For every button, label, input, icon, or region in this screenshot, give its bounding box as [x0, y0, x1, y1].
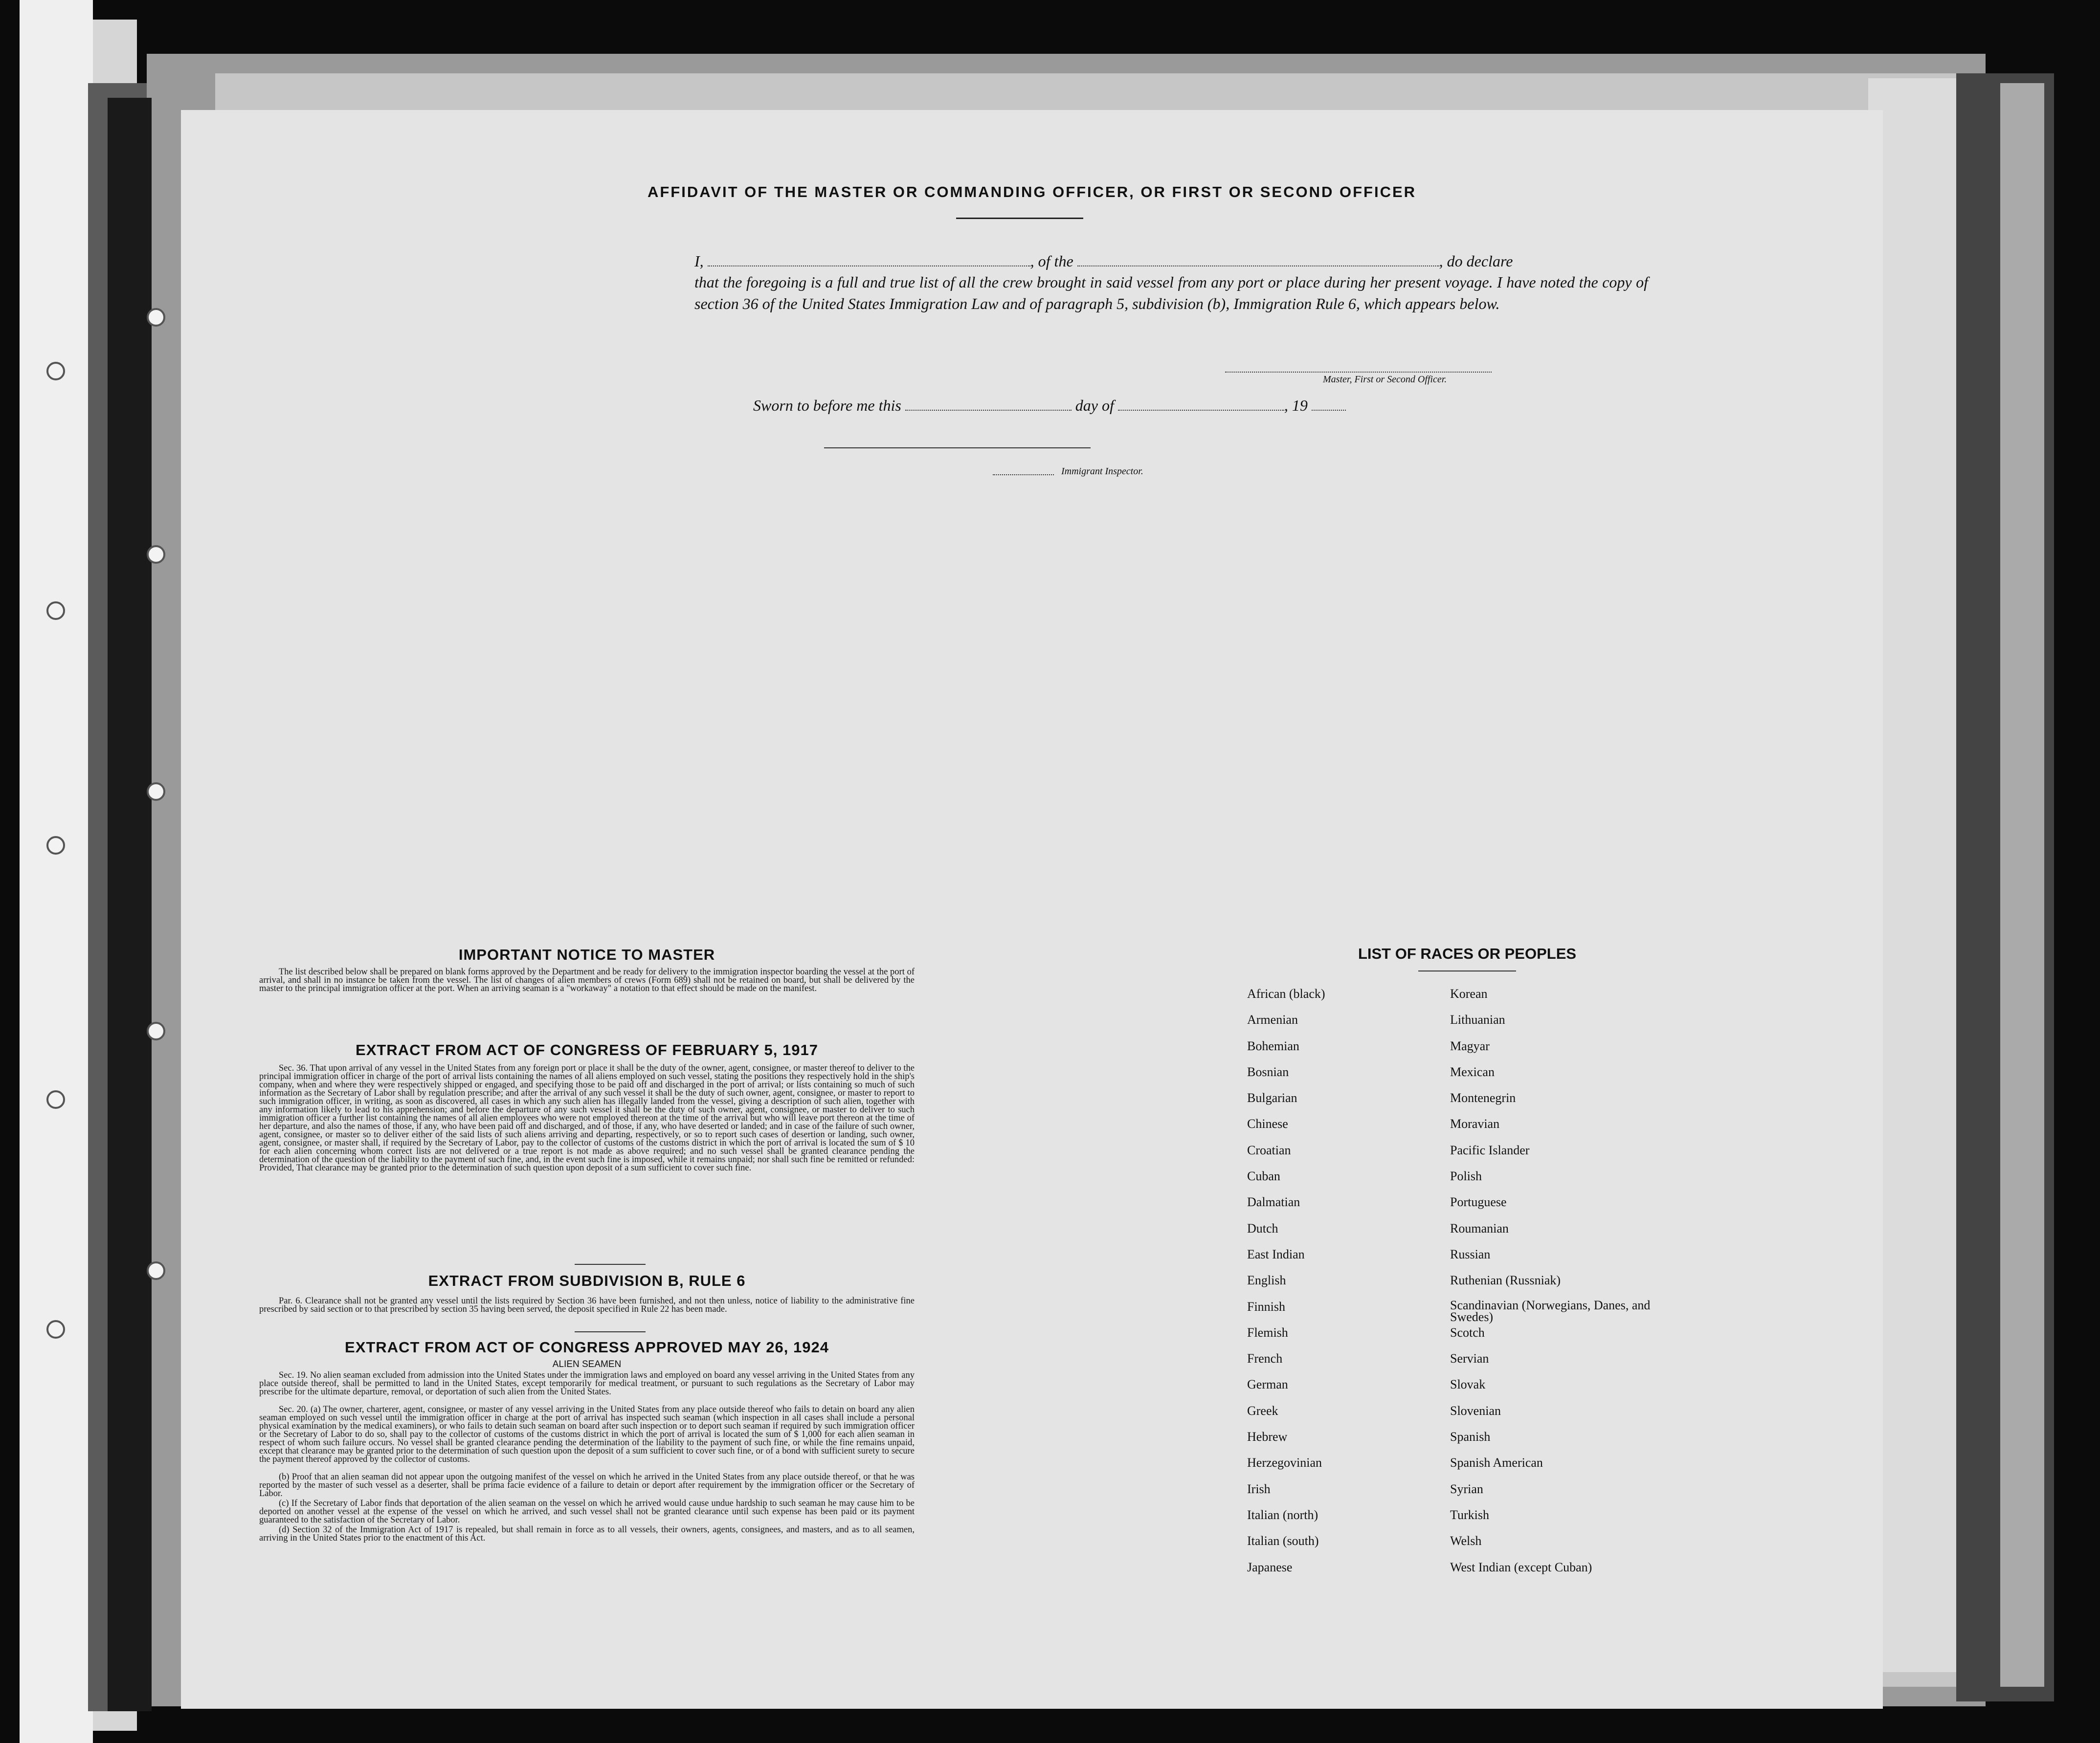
race-item: Bohemian — [1247, 1038, 1299, 1053]
race-item: Moravian — [1450, 1117, 1500, 1131]
race-item: Roumanian — [1450, 1221, 1509, 1236]
binder-hole — [46, 836, 65, 855]
race-item: Ruthenian (Russniak) — [1450, 1273, 1561, 1288]
extract-1924-subtitle: ALIEN SEAMEN — [552, 1359, 622, 1369]
extract-rule6-title: EXTRACT FROM SUBDIVISION B, RULE 6 — [428, 1272, 746, 1289]
race-item: Irish — [1247, 1481, 1271, 1496]
race-item: Hebrew — [1247, 1430, 1288, 1444]
races-right-column — [1450, 987, 1655, 1586]
binder-hole — [147, 1261, 165, 1280]
race-item: Turkish — [1450, 1507, 1489, 1522]
sworn-day-of: day of — [1075, 397, 1114, 414]
inspector-signature-line[interactable] — [824, 447, 1091, 448]
section-rule — [575, 1331, 646, 1332]
race-item: Mexican — [1450, 1064, 1495, 1079]
race-item: Bosnian — [1247, 1064, 1289, 1079]
race-item: Italian (south) — [1247, 1534, 1319, 1548]
race-item: Spanish — [1450, 1430, 1491, 1444]
race-item: Armenian — [1247, 1013, 1298, 1027]
notice-title: IMPORTANT NOTICE TO MASTER — [458, 946, 715, 963]
race-item: Russian — [1450, 1247, 1491, 1261]
sworn-day-blank[interactable] — [905, 400, 1072, 411]
race-item: Chinese — [1247, 1117, 1288, 1131]
sworn-year: , 19 — [1284, 397, 1308, 414]
affidavit-declare: , do declare — [1439, 252, 1513, 270]
race-item: English — [1247, 1273, 1286, 1288]
race-item: Dutch — [1247, 1221, 1278, 1236]
affidavit-title: AFFIDAVIT OF THE MASTER OR COMMANDING OFFICER, OR FIRST OR SECOND OFFICER — [647, 183, 1417, 200]
race-item: Pacific Islander — [1450, 1143, 1530, 1157]
binder-hole — [147, 545, 165, 564]
race-item: Welsh — [1450, 1534, 1482, 1548]
background-sheet-left — [20, 0, 93, 1743]
race-item: Lithuanian — [1450, 1013, 1505, 1027]
affidavit-of-the: , of the — [1030, 252, 1073, 270]
extract-rule6-body: Par. 6. Clearance shall not be granted any vessel until the lists required by Section 36 have been furnished, and not then unless, notice of liability to the administrative fine prescribed by said section or to that prescribed by section 35 having been served, the deposit specified in Rule 22 has been made. — [259, 1296, 915, 1314]
sworn-line — [753, 395, 1438, 416]
race-item: Scandinavian (Norwegians, Danes, and Swedes) — [1450, 1298, 1651, 1324]
extract-1917-body: Sec. 36. That upon arrival of any vessel in the United States from any foreign port or place it shall be the duty of the owner, agent, consignee, or master thereof to deliver to the principal immigration officer in charge of the port of arrival lists containing the names of all aliens employed on such vessel, stating the positions they respectively hold in the ship's company, when and where they were respectively shipped or engaged, and specifying those to be paid off and discharged in the port of arrival; or lists containing so much of such information as the Secretary of Labor shall by regulation prescribe; and after the arrival of any such vessel it shall be the duty of such owner, agent, consignee, or master to report to such immigration officer, in writing, as soon as discovered, all cases in which any such alien has illegally landed from the vessel, giving a description of such alien, together with any information likely to lead to his apprehension; and before the departure of any such vessel it shall be the duty of such owner, agent, consignee, or master to deliver to such immigration officer a further list containing the names of all alien employees who were not employed thereon at the time of the arrival but who will leave port thereon at the time of her departure, and also the names of those, if any, who have been paid off and discharged, and of those, if any, who have deserted or landed; and in case of the failure of such owner, agent, consignee, or master so to deliver either of the said lists of such aliens arriving and departing, respectively, or so to report such cases of desertion or landing, such owner, agent, consignee, or master shall, if required by the Secretary of Labor, pay to the collector of customs of the customs district in which the port of arrival is located the sum of $ 10 for each alien concerning whom correct lists are not delivered or a true report is not made as above required; and no such vessel shall be granted clearance pending the determination of the question of the liability to the payment of such fine, and, in the event such fine is imposed, while it remains unpaid; nor shall such fine be remitted or refunded: Provided, That clearance may be granted prior to the determination of such question upon deposit of a sum sufficient to cover such fine. — [259, 1063, 915, 1173]
binder-hole — [147, 782, 165, 801]
master-signature-line[interactable] — [1225, 372, 1492, 373]
race-item: Magyar — [1450, 1038, 1490, 1053]
race-item: Slovak — [1450, 1377, 1486, 1392]
notice-body: The list described below shall be prepared on blank forms approved by the Department and be ready for delivery to the immigration inspector boarding the vessel at the port of arrival, and shall in no instance be taken from the vessel. The list of changes of alien members of crews (Form 689) shall not be retained on board, but shall be delivered by the master to the principal immigration officer at the port. When an arriving seaman is a "workaway" a notation to that effect should be made on the manifest. — [259, 967, 915, 993]
race-item: French — [1247, 1351, 1283, 1366]
inspector-label: Immigrant Inspector. — [1061, 466, 1143, 477]
background-sheet-shadow — [108, 98, 152, 1711]
race-item: East Indian — [1247, 1247, 1305, 1261]
race-item: Slovenian — [1450, 1403, 1501, 1418]
manifest-page — [181, 110, 1883, 1709]
race-item: Herzegovinian — [1247, 1456, 1322, 1470]
affidavit-statement: that the foregoing is a full and true list of all the crew brought in said vessel from any port or place during her present voyage. I have noted the copy of section 36 of the United States Immigration Law and of paragraph 5, subdivision (b), Immigration Rule 6, which appears below. — [694, 273, 1648, 312]
race-item: Flemish — [1247, 1325, 1288, 1340]
race-item: Bulgarian — [1247, 1091, 1297, 1105]
sec-19-body: Sec. 19. No alien seaman excluded from admission into the United States under the immigration laws and employed on board any vessel arriving in the United States from any place outside thereof, shall be permitted to land in the United States, except temporarily for medical treatment, or pursuant to such regulations as the Secretary of Labor may prescribe for the ultimate departure, removal, or deportation of such alien from the United States. — [259, 1370, 915, 1397]
race-item: Scotch — [1450, 1325, 1485, 1340]
race-item: Polish — [1450, 1169, 1482, 1184]
race-item: Portuguese — [1450, 1195, 1507, 1210]
race-item: African (black) — [1247, 987, 1325, 1001]
race-item: Spanish American — [1450, 1456, 1543, 1470]
affidavit-declaration-line — [694, 250, 1643, 272]
race-item: Cuban — [1247, 1169, 1280, 1184]
race-item: Dalmatian — [1247, 1195, 1300, 1210]
sec-20c-body: (c) If the Secretary of Labor finds that deportation of the alien seaman on the vessel on which he arrived would cause undue hardship to such seaman he may cause him to be deported on another vessel at the expense of the vessel on which he arrived, and such vessel shall not be granted clearance until such expense has been paid or its payment guaranteed to the satisfaction of the Secretary of Labor. — [259, 1499, 915, 1525]
binder-hole — [46, 362, 65, 380]
inspector-dotted-line — [993, 474, 1054, 475]
race-item: Italian (north) — [1247, 1507, 1318, 1522]
race-item: West Indian (except Cuban) — [1450, 1560, 1592, 1574]
sworn-month-blank[interactable] — [1118, 400, 1284, 411]
affidavit-i: I, — [694, 252, 704, 270]
vessel-blank[interactable] — [1077, 256, 1439, 266]
race-item: Servian — [1450, 1351, 1489, 1366]
races-title: LIST OF RACES OR PEOPLES — [1358, 945, 1577, 962]
extract-1924-title: EXTRACT FROM ACT OF CONGRESS APPROVED MAY 26, 1924 — [345, 1339, 829, 1356]
sworn-prefix: Sworn to before me this — [753, 397, 901, 414]
race-item: Korean — [1450, 987, 1488, 1001]
binder-hole — [46, 601, 65, 620]
master-signature-label: Master, First or Second Officer. — [1323, 374, 1447, 385]
background-sheet-right-strip — [2000, 83, 2044, 1687]
binder-hole — [147, 308, 165, 327]
binder-hole — [46, 1090, 65, 1109]
sec-20d-body: (d) Section 32 of the Immigration Act of 1917 is repealed, but shall remain in force as to all vessels, their owners, agents, consignees, and masters, and as to all seamen, arriving in the United States prior to the enactment of this Act. — [259, 1525, 915, 1543]
binder-hole — [147, 1022, 165, 1040]
race-item: Greek — [1247, 1403, 1278, 1418]
race-item: Finnish — [1247, 1299, 1286, 1314]
race-item: Montenegrin — [1450, 1091, 1516, 1105]
race-item: Japanese — [1247, 1560, 1293, 1574]
binder-hole — [46, 1320, 65, 1339]
race-item: Syrian — [1450, 1481, 1483, 1496]
title-rule — [956, 218, 1083, 219]
race-item: Croatian — [1247, 1143, 1291, 1157]
sec-20b-body: (b) Proof that an alien seaman did not appear upon the outgoing manifest of the vessel on which he arrived in the United States from any place outside thereof, or that he was reported by the master of such vessel as a deserter, shall be prima facie evidence of a failure to detain or deport after requirement by the immigration officer or the Secretary of Labor. — [259, 1472, 915, 1499]
extract-1917-title: EXTRACT FROM ACT OF CONGRESS OF FEBRUARY 5, 1917 — [356, 1041, 818, 1059]
name-blank[interactable] — [708, 256, 1030, 266]
section-rule — [575, 1264, 646, 1265]
race-item: German — [1247, 1377, 1288, 1392]
sworn-year-blank[interactable] — [1312, 400, 1346, 411]
sec-20a-body: Sec. 20. (a) The owner, charterer, agent, consignee, or master of any vessel arriving in the United States from any place outside thereof who fails to detain on board any alien seaman employed on such vessel until the immigration officer in charge at the port of arrival has inspected such seaman (which inspection in all cases shall include a personal physical examination by the medical examiners), or who fails to detain such seaman on board after such inspection or to deport such seaman if required by such immigration officer or the Secretary of Labor to do so, shall pay to the collector of customs of the customs district in which the port of arrival is located the sum of $ 1,000 for each alien seaman in respect of whom such failure occurs. No vessel shall be granted clearance pending the determination of the liability to the payment of such fine, or while the fine remains unpaid, except that clearance may be granted prior to the determination of such question upon the deposit of a sum sufficient to cover such fine, or of a bond with sufficient surety to secure the payment thereof approved by the collector of customs. — [259, 1405, 915, 1464]
races-left-column — [1247, 987, 1433, 1586]
